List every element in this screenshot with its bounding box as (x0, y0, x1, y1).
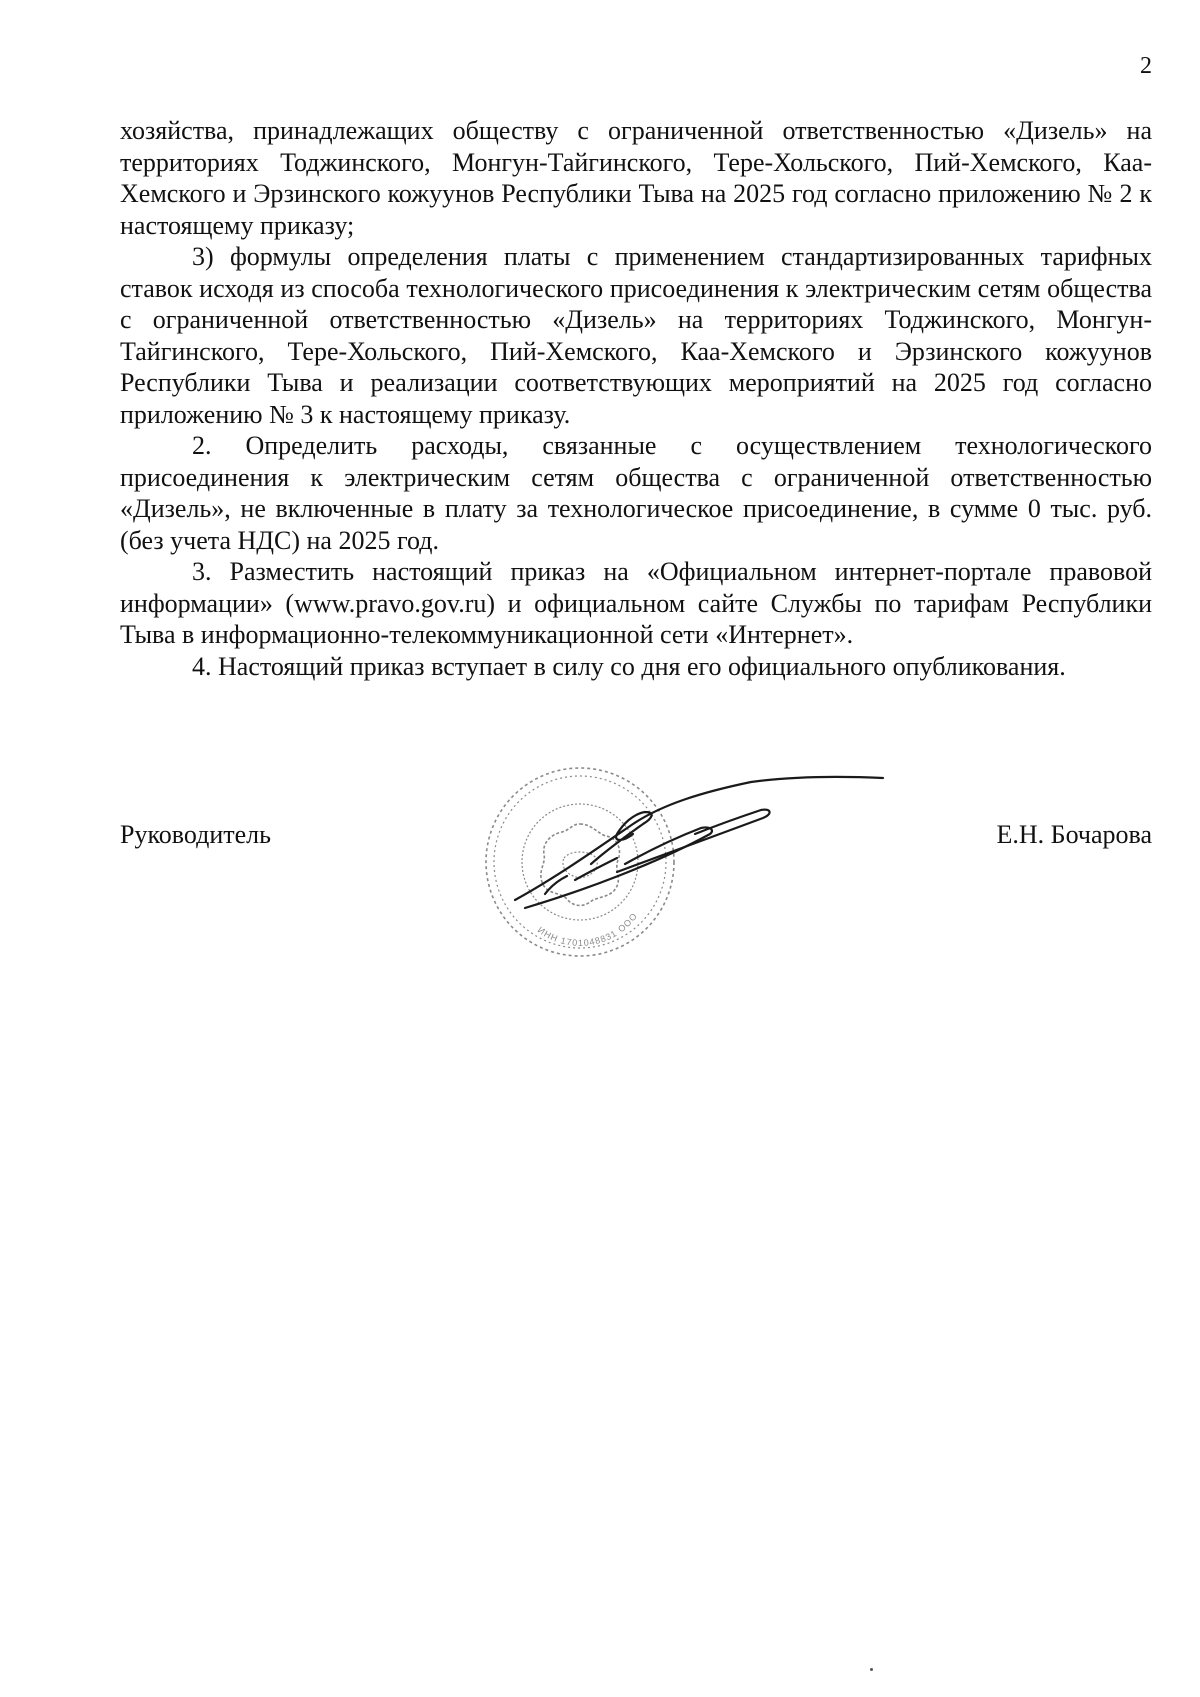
signer-position: Руководитель (120, 820, 271, 849)
handwritten-signature (505, 768, 885, 918)
paragraph-continuation: хозяйства, принадлежащих обществу с ограниченной ответственностью «Дизель» на территориях Тоджинского, Монгун-Тайгинского, Тере-Хольского, Пий-Хемского, Каа-Хемского и Эрзинского кожуунов Республики Тыва на 2025 год согласно приложению № 2 к настоящему приказу; (120, 116, 1152, 240)
paragraph-clause-3: 3. Разместить настоящий приказ на «Официальном интернет-портале правовой информации» (www.pravo.gov.ru) и официальном сайте Службы по тарифам Республики Тыва в информационно-телекоммуникационной сети «Интернет». (120, 557, 1152, 649)
paragraph-clause-2: 2. Определить расходы, связанные с осуществлением технологического присоединения к электрическим сетям общества с ограниченной ответственностью «Дизель», не включенные в плату за технологическое присоединение, в сумме 0 тыс. руб. (без учета НДС) на 2025 год. (120, 431, 1152, 555)
paragraph-item-3: 3) формулы определения платы с применением стандартизированных тарифных ставок исходя из способа технологического присоединения к электрическим сетям общества с ограниченной ответственностью «Дизель» на территориях Тоджинского, Монгун-Тайгинского, Тере-Хольского, Пий-Хемского, Каа-Хемского и Эрзинского кожуунов Республики Тыва и реализации соответствующих мероприятий на 2025 год согласно приложению № 3 к настоящему приказу. (120, 242, 1152, 429)
document-body (120, 115, 1152, 682)
signer-name: Е.Н. Бочарова (996, 820, 1152, 849)
scan-speck (870, 1668, 873, 1671)
paragraph-clause-4: 4. Настоящий приказ вступает в силу со дня его официального опубликования. (192, 651, 1066, 681)
seal-inner-text: ИНН 1701048831 ООО (535, 910, 640, 948)
page-number: 2 (1140, 53, 1152, 79)
